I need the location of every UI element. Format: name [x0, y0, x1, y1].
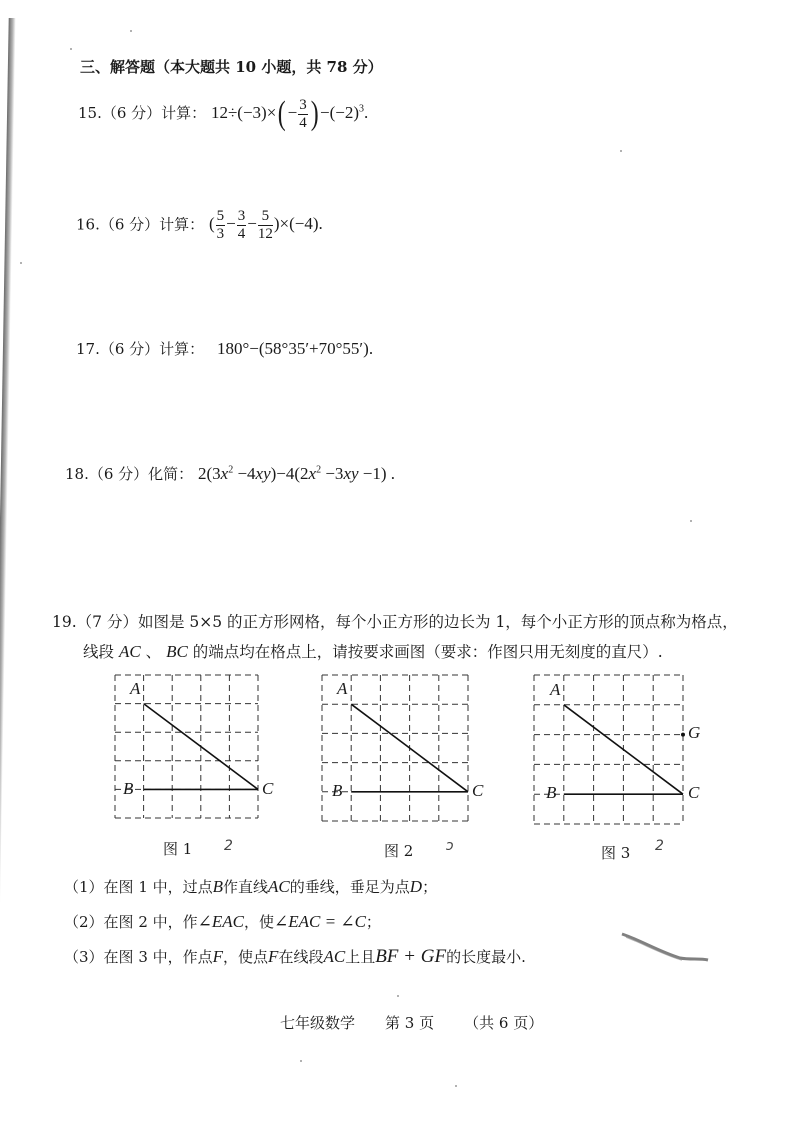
fraction-numerator: 5 — [258, 209, 273, 226]
fraction-numerator: 3 — [299, 96, 307, 113]
footer-subject: 七年级数学 — [280, 1014, 356, 1032]
expr-part: −(−2) — [320, 102, 360, 122]
expr-end: . — [386, 464, 396, 483]
question-number: 19. — [52, 613, 77, 631]
scan-speck — [130, 30, 132, 32]
math-var: F — [268, 947, 279, 966]
text: 的垂线，垂足为点 — [289, 878, 410, 896]
expression — [208, 208, 323, 242]
exponent: 2 — [316, 464, 322, 476]
text: 在图 3 中，作点 — [103, 948, 213, 966]
section-title-note: （本大题共 10 小题，共 78 分） — [155, 58, 383, 76]
question-points: （7 分） — [76, 613, 138, 631]
variable: xy — [255, 464, 271, 483]
subquestion-label: （1） — [64, 878, 104, 896]
paren-open: ( — [277, 95, 286, 132]
figure-1-caption: 图 1 — [163, 840, 193, 858]
point-label-b: B — [546, 783, 557, 802]
variable: x — [220, 464, 229, 483]
exponent: 2 — [228, 464, 234, 476]
question-number: 17. — [76, 340, 100, 358]
question-19-line2 — [83, 640, 663, 662]
point-g — [681, 733, 685, 737]
variable: x — [308, 464, 317, 483]
section-title-label: 三、解答题 — [80, 58, 156, 76]
subquestion-2 — [64, 911, 381, 932]
operator: − — [226, 214, 236, 234]
paren-close: ) — [310, 95, 319, 132]
text: 在图 2 中，作 — [103, 913, 198, 931]
expr-part: −1) — [358, 464, 387, 483]
section-title — [80, 56, 383, 77]
question-points: （6 分） — [99, 215, 160, 234]
question-16 — [76, 209, 323, 242]
question-text: 如图是 5×5 的正方形网格，每个小正方形的边长为 1，每个小正方形的顶点称为格点， — [137, 613, 738, 631]
point-label-g: G — [688, 723, 701, 742]
expr-part: 12÷(−3)× — [210, 102, 277, 122]
scan-speck — [620, 150, 622, 152]
expr-part: −3 — [321, 464, 344, 483]
footer-total: （共 6 页） — [464, 1014, 544, 1032]
variable: xy — [343, 464, 359, 483]
scan-speck — [455, 1085, 457, 1087]
expr-end: . — [364, 102, 369, 122]
text: ； — [365, 913, 381, 931]
page-footer — [280, 1012, 573, 1033]
scan-speck — [300, 1060, 302, 1062]
subquestion-label: （2） — [64, 913, 104, 931]
text: 在线段 — [278, 948, 324, 966]
text: 上且 — [345, 948, 376, 966]
question-text: 线段 — [83, 643, 115, 661]
scan-speck — [397, 995, 399, 997]
math-var: B — [212, 877, 224, 896]
fraction-denominator: 4 — [237, 226, 246, 242]
question-verb: 计算： — [159, 215, 205, 234]
expr-part: )−4(2 — [270, 464, 309, 483]
pen-stroke-mark — [620, 930, 710, 966]
question-verb: 化简： — [148, 465, 194, 483]
fraction-denominator: 4 — [299, 114, 307, 131]
expr-part: 2(3 — [197, 464, 221, 483]
handwritten-mark: 2 — [655, 838, 664, 854]
question-15 — [78, 95, 368, 133]
figure-1 — [115, 675, 274, 824]
scan-edge-shadow — [0, 18, 16, 1018]
expression — [210, 95, 369, 132]
question-points: （6 分） — [88, 465, 149, 483]
subquestion-3 — [64, 946, 526, 968]
figure-2 — [322, 675, 484, 827]
operator: − — [247, 214, 257, 234]
math-var: BF + GF — [375, 946, 447, 967]
expr-part: −4 — [233, 464, 256, 483]
math-var: AC — [268, 877, 290, 896]
point-label-c: C — [472, 781, 484, 800]
text: ，使 — [244, 913, 275, 931]
expr-sign: − — [287, 102, 298, 122]
fraction — [237, 209, 247, 242]
math-var: ∠EAC = ∠C — [274, 912, 366, 931]
math-var: F — [212, 947, 224, 966]
point-label-a: A — [337, 679, 348, 698]
figure-2-caption: 图 2 — [384, 842, 414, 860]
question-points: （6 分） — [99, 340, 160, 358]
question-verb: 计算： — [159, 340, 205, 358]
fraction — [216, 209, 226, 242]
figure-3 — [534, 675, 701, 829]
handwritten-mark: ↄ — [446, 838, 454, 854]
fraction-denominator: 12 — [257, 226, 273, 242]
question-text: 的端点均在格点上，请按要求画图（要求：作图只用无刻度的直尺）. — [192, 643, 663, 661]
expr-end: . — [318, 214, 323, 234]
question-18 — [65, 463, 395, 484]
scan-speck — [690, 520, 692, 522]
expr-end: . — [368, 339, 374, 358]
point-label-c: C — [688, 783, 700, 802]
expr-part: ( — [208, 214, 215, 234]
math-var: AC — [323, 947, 346, 966]
text: 在图 1 中，过点 — [103, 878, 213, 896]
point-label-b: B — [332, 781, 343, 800]
handwritten-mark: 2 — [224, 838, 233, 854]
point-label-a: A — [550, 680, 561, 699]
math-var: D — [409, 877, 423, 896]
figure-3-caption: 图 3 — [601, 844, 631, 862]
subquestion-1 — [64, 876, 437, 897]
question-points: （6 分） — [101, 103, 162, 122]
question-19-line1 — [52, 610, 738, 632]
text: 的长度最小. — [446, 948, 526, 966]
text: ； — [422, 878, 438, 896]
question-number: 18. — [65, 465, 89, 483]
fraction-numerator: 3 — [237, 208, 246, 224]
question-verb: 计算： — [161, 103, 207, 122]
point-label-b: B — [123, 779, 134, 798]
point-label-a: A — [130, 679, 141, 698]
separator: 、 — [145, 643, 162, 661]
question-17 — [76, 338, 373, 359]
fraction — [258, 209, 273, 242]
question-number: 15. — [78, 103, 102, 122]
expression: 180°−(58°35′+70°55′) — [216, 339, 369, 358]
math-var: ∠EAC — [197, 912, 244, 931]
scan-speck — [20, 262, 22, 264]
question-number: 16. — [76, 215, 100, 234]
scan-speck — [70, 48, 72, 50]
exponent: 3 — [359, 103, 365, 115]
expression — [198, 464, 395, 483]
segment-label: AC — [118, 642, 141, 661]
segment-label: BC — [166, 642, 188, 661]
fraction-denominator: 3 — [216, 226, 225, 242]
expr-part: )×(−4) — [273, 214, 319, 234]
subquestion-label: （3） — [64, 948, 104, 966]
fraction-numerator: 5 — [216, 208, 225, 224]
text: 作直线 — [223, 878, 269, 896]
text: ，使点 — [223, 948, 269, 966]
point-label-c: C — [262, 779, 274, 798]
footer-page: 第 3 页 — [385, 1014, 435, 1032]
fraction — [298, 98, 308, 131]
